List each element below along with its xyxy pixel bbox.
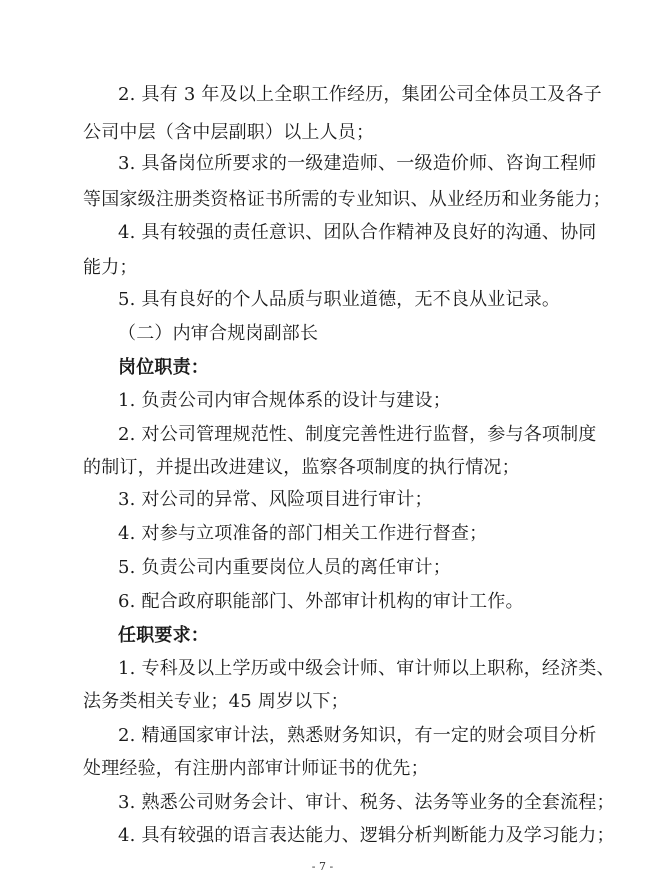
requirement-item-5: 5. 具有良好的个人品质与职业道德，无不良从业记录。 xyxy=(118,289,561,310)
duty-item-2-line-2: 的制订，并提出改进建议，监察各项制度的执行情况； xyxy=(83,457,520,478)
duty-item-6: 6. 配合政府职能部门、外部审计机构的审计工作。 xyxy=(118,591,524,612)
requirements-heading: 任职要求： xyxy=(118,625,209,646)
requirement-1-line-2: 法务类相关专业；45 周岁以下； xyxy=(83,691,349,712)
duty-item-2-line-1: 2. 对公司管理规范性、制度完善性进行监督，参与各项制度 xyxy=(118,424,597,445)
requirement-2-line-2: 处理经验，有注册内部审计师证书的优先； xyxy=(83,758,429,779)
duty-item-3: 3. 对公司的异常、风险项目进行审计； xyxy=(118,489,433,510)
duty-item-4: 4. 对参与立项准备的部门相关工作进行督查； xyxy=(118,523,488,544)
requirement-item-4-line-1: 4. 具有较强的责任意识、团队合作精神及良好的沟通、协同 xyxy=(118,222,597,243)
requirement-4: 4. 具有较强的语言表达能力、逻辑分析判断能力及学习能力； xyxy=(118,825,615,846)
requirement-item-4-line-2: 能力； xyxy=(83,257,138,278)
requirement-item-3-line-1: 3. 具备岗位所要求的一级建造师、一级造价师、咨询工程师 xyxy=(118,153,597,174)
requirement-1-line-1: 1. 专科及以上学历或中级会计师、审计师以上职称，经济类、 xyxy=(118,658,615,679)
requirement-item-2-line-1: 2. 具有 3 年及以上全职工作经历，集团公司全体员工及各子 xyxy=(118,84,602,105)
requirement-item-3-line-2: 等国家级注册类资格证书所需的专业知识、从业经历和业务能力； xyxy=(83,189,611,210)
requirement-3: 3. 熟悉公司财务会计、审计、税务、法务等业务的全套流程； xyxy=(118,792,615,813)
duty-item-5: 5. 负责公司内重要岗位人员的离任审计； xyxy=(118,557,451,578)
requirement-2-line-1: 2. 精通国家审计法，熟悉财务知识，有一定的财会项目分析 xyxy=(118,725,597,746)
section-title: （二）内审合规岗副部长 xyxy=(118,323,319,344)
duties-heading: 岗位职责： xyxy=(118,357,209,378)
duty-item-1: 1. 负责公司内审合规体系的设计与建设； xyxy=(118,390,451,411)
requirement-item-2-line-2: 公司中层（含中层副职）以上人员； xyxy=(83,122,375,143)
page-number: - 7 - xyxy=(311,860,334,873)
